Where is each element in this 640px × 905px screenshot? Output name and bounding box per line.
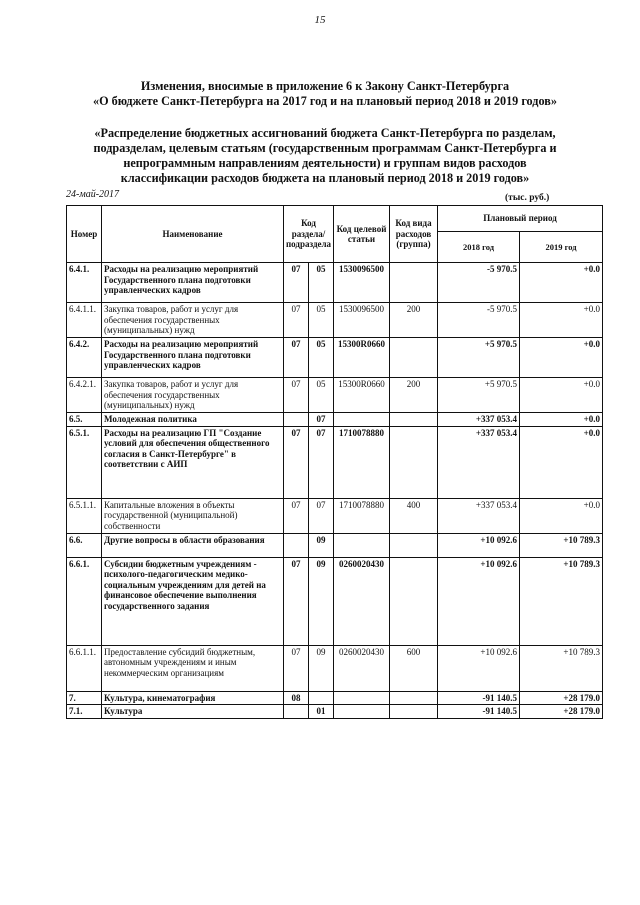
row-number: 6.5.: [67, 413, 102, 427]
row-2019: +0.0: [520, 413, 603, 427]
row-name: Расходы на реализацию ГП "Создание условий для обеспечения общественного согласия в Санкт-Петербурге" в соответствии с АИП: [102, 426, 284, 498]
row-expense-type: 200: [390, 378, 438, 413]
subtitle-line: классификации расходов бюджета на плановый период 2018 и 2019 годов»: [120, 171, 530, 185]
row-number: 6.5.1.: [67, 426, 102, 498]
row-target: 0260020430: [334, 645, 390, 691]
row-number: 6.4.1.: [67, 263, 102, 303]
row-name: Молодежная политика: [102, 413, 284, 427]
row-2019: +0.0: [520, 338, 603, 378]
units-label: (тыс. руб.): [505, 193, 550, 203]
row-2019: +0.0: [520, 263, 603, 303]
date-stamp: 24-май-2017: [66, 189, 120, 200]
row-subsection: 09: [309, 557, 334, 645]
row-2019: +28 179.0: [520, 691, 603, 705]
table-row: [67, 705, 603, 719]
row-name: Закупка товаров, работ и услуг для обеспечения государственных (муниципальных) нужд: [102, 378, 284, 413]
row-2019: +10 789.3: [520, 557, 603, 645]
row-number: 6.5.1.1.: [67, 498, 102, 533]
row-section: 07: [284, 303, 309, 338]
row-expense-type: [390, 263, 438, 303]
row-2018: +5 970.5: [438, 338, 520, 378]
row-section: [284, 413, 309, 427]
row-expense-type: [390, 705, 438, 719]
row-section: [284, 533, 309, 557]
row-expense-type: [390, 691, 438, 705]
budget-table: [66, 205, 603, 719]
title-line: Изменения, вносимые в приложение 6 к Закону Санкт-Петербурга: [140, 79, 510, 93]
document-title: [40, 79, 610, 109]
table-row: [67, 263, 603, 303]
row-expense-type: [390, 533, 438, 557]
row-name: Капитальные вложения в объекты государственной (муниципальной) собственности: [102, 498, 284, 533]
row-number: 6.4.2.1.: [67, 378, 102, 413]
table-row: [67, 338, 603, 378]
row-name: Культура, кинематография: [102, 691, 284, 705]
row-number: 6.6.1.1.: [67, 645, 102, 691]
row-section: 07: [284, 557, 309, 645]
table-row: [67, 557, 603, 645]
row-2019: +10 789.3: [520, 645, 603, 691]
row-expense-type: 600: [390, 645, 438, 691]
row-number: 6.6.1.: [67, 557, 102, 645]
row-expense-type: 400: [390, 498, 438, 533]
header-number: Номер: [67, 206, 102, 263]
row-target: 15300R0660: [334, 378, 390, 413]
row-name: Культура: [102, 705, 284, 719]
row-2019: +0.0: [520, 303, 603, 338]
row-2019: +10 789.3: [520, 533, 603, 557]
row-name: Расходы на реализацию мероприятий Государственного плана подготовки управленческих кадров: [102, 338, 284, 378]
header-name: Наименование: [102, 206, 284, 263]
table-row: [67, 498, 603, 533]
row-2019: +0.0: [520, 426, 603, 498]
row-subsection: 09: [309, 533, 334, 557]
header-planned-period: Плановый период: [438, 206, 603, 232]
row-subsection: 05: [309, 303, 334, 338]
subtitle-line: подразделам, целевым статьям (государственным программам Санкт-Петербурга и: [93, 141, 557, 155]
row-number: 6.4.2.: [67, 338, 102, 378]
row-section: 07: [284, 338, 309, 378]
header-target: Код целевой статьи: [334, 206, 390, 263]
row-section: 07: [284, 498, 309, 533]
row-subsection: 07: [309, 426, 334, 498]
table-row: [67, 426, 603, 498]
row-2018: -91 140.5: [438, 691, 520, 705]
row-target: [334, 533, 390, 557]
row-subsection: 05: [309, 338, 334, 378]
row-target: 1710078880: [334, 498, 390, 533]
row-2018: +337 053.4: [438, 498, 520, 533]
row-name: Другие вопросы в области образования: [102, 533, 284, 557]
row-2018: +337 053.4: [438, 413, 520, 427]
row-2018: -5 970.5: [438, 303, 520, 338]
row-subsection: 09: [309, 645, 334, 691]
row-name: Предоставление субсидий бюджетным, автономным учреждениям и иным некоммерческим организациям: [102, 645, 284, 691]
header-year-2019: 2019 год: [520, 232, 603, 263]
row-section: 07: [284, 426, 309, 498]
row-subsection: 05: [309, 263, 334, 303]
document-subtitle: [40, 126, 610, 186]
subtitle-line: «Распределение бюджетных ассигнований бюджета Санкт-Петербурга по разделам,: [94, 126, 556, 140]
row-expense-type: 200: [390, 303, 438, 338]
page-number: 15: [314, 14, 326, 26]
row-subsection: 07: [309, 413, 334, 427]
row-2019: +0.0: [520, 498, 603, 533]
row-section: 07: [284, 378, 309, 413]
table-row: [67, 303, 603, 338]
title-line: «О бюджете Санкт-Петербурга на 2017 год и на плановый период 2018 и 2019 годов»: [93, 94, 557, 108]
table-row: [67, 378, 603, 413]
table-row: [67, 533, 603, 557]
row-target: [334, 691, 390, 705]
row-target: 15300R0660: [334, 338, 390, 378]
row-2018: +10 092.6: [438, 557, 520, 645]
row-expense-type: [390, 426, 438, 498]
table-row: [67, 413, 603, 427]
row-number: 7.: [67, 691, 102, 705]
row-target: 1530096500: [334, 263, 390, 303]
row-name: Закупка товаров, работ и услуг для обеспечения государственных (муниципальных) нужд: [102, 303, 284, 338]
row-section: 07: [284, 263, 309, 303]
row-subsection: [309, 691, 334, 705]
row-2018: +337 053.4: [438, 426, 520, 498]
row-section: 08: [284, 691, 309, 705]
row-expense-type: [390, 338, 438, 378]
row-2019: +28 179.0: [520, 705, 603, 719]
row-target: 1530096500: [334, 303, 390, 338]
header-year-2018: 2018 год: [438, 232, 520, 263]
row-number: 6.6.: [67, 533, 102, 557]
row-expense-type: [390, 413, 438, 427]
row-name: Расходы на реализацию мероприятий Государственного плана подготовки управленческих кадров: [102, 263, 284, 303]
row-subsection: 07: [309, 498, 334, 533]
row-expense-type: [390, 557, 438, 645]
row-target: [334, 705, 390, 719]
row-subsection: 01: [309, 705, 334, 719]
subtitle-line: непрограммным направлениям деятельности) и группам видов расходов: [123, 156, 527, 170]
row-section: [284, 705, 309, 719]
row-section: 07: [284, 645, 309, 691]
row-number: 6.4.1.1.: [67, 303, 102, 338]
row-2018: -91 140.5: [438, 705, 520, 719]
row-name: Субсидии бюджетным учреждениям - психолого-педагогическим медико-социальным учреждениям для детей на финансовое обеспечение выполнения государственного задания: [102, 557, 284, 645]
row-target: 0260020430: [334, 557, 390, 645]
table-row: [67, 691, 603, 705]
header-section: Код раздела/ подраздела: [284, 206, 334, 263]
row-2018: +10 092.6: [438, 533, 520, 557]
row-target: 1710078880: [334, 426, 390, 498]
row-2019: +0.0: [520, 378, 603, 413]
row-subsection: 05: [309, 378, 334, 413]
row-2018: -5 970.5: [438, 263, 520, 303]
table-row: [67, 645, 603, 691]
row-target: [334, 413, 390, 427]
row-2018: +5 970.5: [438, 378, 520, 413]
row-number: 7.1.: [67, 705, 102, 719]
row-2018: +10 092.6: [438, 645, 520, 691]
header-expense-type: Код вида расходов (группа): [390, 206, 438, 263]
